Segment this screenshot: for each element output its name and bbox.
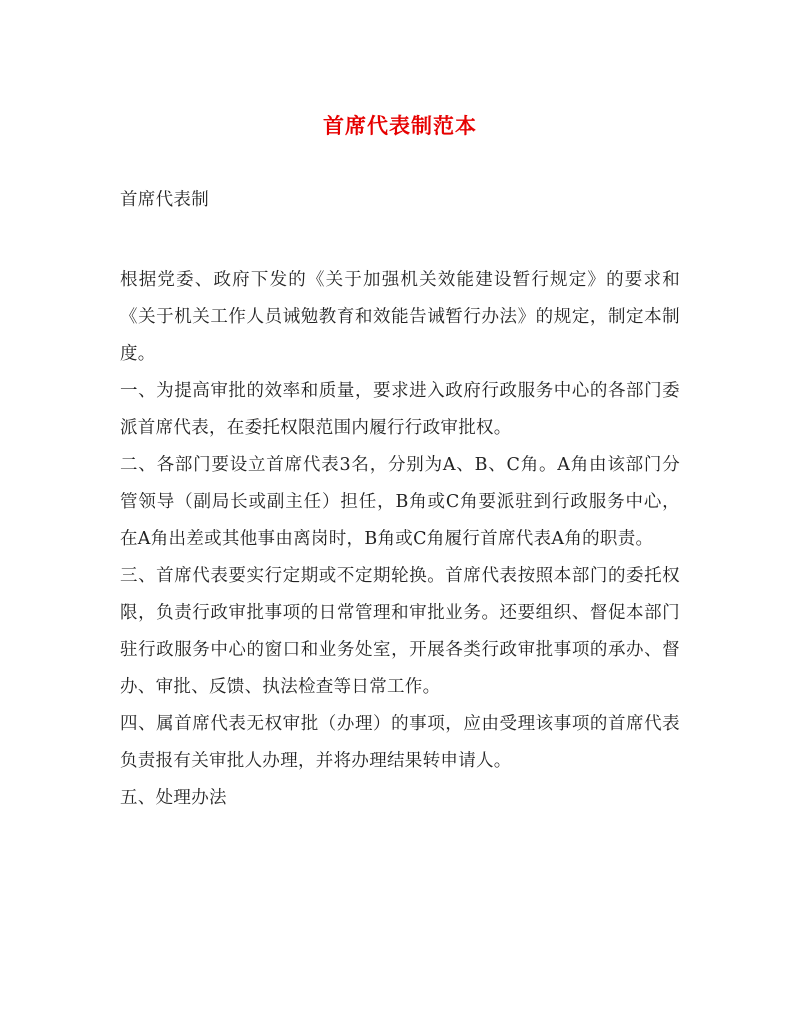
paragraph-intro: 根据党委、政府下发的《关于加强机关效能建设暂行规定》的要求和《关于机关工作人员诫勉教育和效能告诫暂行办法》的规定，制定本制度。: [120, 270, 680, 364]
paragraph-item-1: 一、为提高审批的效率和质量，要求进入政府行政服务中心的各部门委派首席代表，在委托权限范围内履行行政审批权。: [120, 381, 680, 438]
document-title: 首席代表制范本: [323, 113, 477, 138]
document-subtitle: 首席代表制: [120, 190, 209, 210]
paragraph-item-2: 二、各部门要设立首席代表3名，分别为A、B、C角。A角由该部门分管领导（副局长或副主任）担任，B角或C角要派驻到行政服务中心，在A角出差或其他事由离岗时，B角或C角履行首席代表A角的职责。: [120, 455, 680, 549]
document-body: [120, 262, 680, 817]
paragraph-item-5: 五、处理办法: [120, 788, 227, 808]
paragraph-item-4: 四、属首席代表无权审批（办理）的事项，应由受理该事项的首席代表负责报有关审批人办理，并将办理结果转申请人。: [120, 714, 680, 771]
paragraph-item-3: 三、首席代表要实行定期或不定期轮换。首席代表按照本部门的委托权限，负责行政审批事项的日常管理和审批业务。还要组织、督促本部门驻行政服务中心的窗口和业务处室，开展各类行政审批事项的承办、督办、审批、反馈、执法检查等日常工作。: [120, 566, 680, 697]
